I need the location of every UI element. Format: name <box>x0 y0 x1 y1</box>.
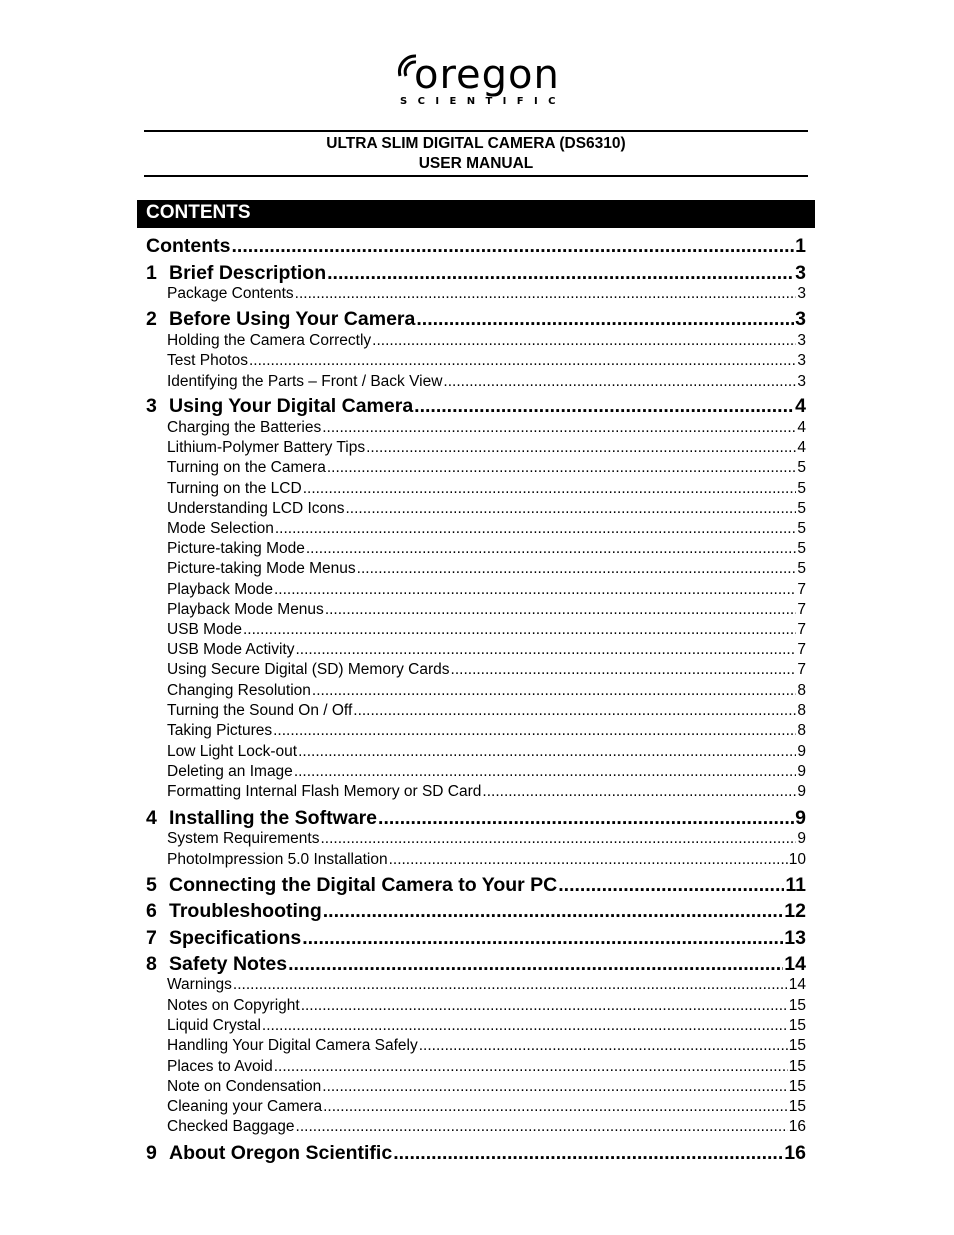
toc-page-number: 13 <box>784 927 806 949</box>
toc-entry-label <box>146 1140 392 1166</box>
toc-page-number: 7 <box>797 601 806 618</box>
toc-page-number: 8 <box>797 702 806 719</box>
toc-entry-label <box>167 850 388 870</box>
toc-chapter-entry[interactable] <box>146 260 806 286</box>
dot-leader <box>357 559 797 579</box>
toc-label-text: Lithium-Polymer Battery Tips <box>167 439 366 456</box>
toc-page-number: 5 <box>797 459 806 476</box>
toc-entry-label <box>146 925 301 951</box>
toc-section-entry[interactable] <box>167 660 806 680</box>
dot-leader <box>327 458 797 478</box>
dot-leader <box>274 580 796 600</box>
toc-label-text: Test Photos <box>167 352 248 369</box>
toc-entry-label <box>146 260 326 286</box>
toc-entry-label <box>167 762 293 782</box>
toc-page-number: 14 <box>784 953 806 975</box>
toc-label-text: Formatting Internal Flash Memory or SD Card <box>167 783 482 800</box>
toc-entry-label <box>167 331 371 351</box>
toc-entry-label <box>167 701 352 721</box>
toc-page-number: 10 <box>788 851 806 868</box>
toc-label-text: Understanding LCD Icons <box>167 500 345 517</box>
toc-entry-label <box>167 782 481 802</box>
dot-leader <box>249 351 796 371</box>
toc-entry-label <box>167 1077 321 1097</box>
toc-entry-label <box>167 1057 273 1077</box>
toc-entry-label <box>146 951 287 977</box>
toc-section-entry[interactable] <box>167 559 806 579</box>
dot-leader <box>275 519 797 539</box>
toc-label-text: Brief Description <box>169 262 327 284</box>
dot-leader <box>288 951 783 977</box>
toc-entry-label <box>167 829 319 849</box>
toc-section-entry[interactable] <box>167 996 806 1016</box>
dot-leader <box>327 260 794 286</box>
toc-entry-label <box>167 660 450 680</box>
toc-section-entry[interactable] <box>167 681 806 701</box>
toc-entry-label <box>167 600 324 620</box>
dot-leader <box>306 539 797 559</box>
toc-chapter-number: 1 <box>146 262 157 284</box>
toc-section-entry[interactable] <box>167 701 806 721</box>
dot-leader <box>393 1140 783 1166</box>
toc-entry-label <box>167 284 294 304</box>
toc-label-text: System Requirements <box>167 830 320 847</box>
toc-section-entry[interactable] <box>167 850 806 870</box>
toc-page-number: 8 <box>797 682 806 699</box>
toc-entry-label <box>167 721 272 741</box>
toc-section-entry[interactable] <box>167 479 806 499</box>
toc-label-text: Before Using Your Camera <box>169 308 416 330</box>
toc-chapter-entry[interactable] <box>146 951 806 977</box>
toc-label-text: Handling Your Digital Camera Safely <box>167 1037 418 1054</box>
toc-section-entry[interactable] <box>167 1016 806 1036</box>
toc-label-text: Playback Mode Menus <box>167 601 324 618</box>
toc-page-number: 8 <box>797 722 806 739</box>
toc-page-number: 5 <box>797 560 806 577</box>
toc-page-number: 3 <box>795 262 806 284</box>
toc-entry-label <box>146 306 415 332</box>
toc-section-entry[interactable] <box>167 458 806 478</box>
dot-leader <box>312 681 796 701</box>
toc-entry-label <box>167 1016 261 1036</box>
toc-chapter-entry[interactable] <box>146 306 806 332</box>
toc-label-text: Places to Avoid <box>167 1058 273 1075</box>
dot-leader <box>322 418 796 438</box>
dot-leader <box>296 1117 788 1137</box>
toc-entry-label <box>167 620 242 640</box>
dot-leader <box>232 233 795 259</box>
toc-label-text: Safety Notes <box>169 953 288 975</box>
dot-leader <box>274 1057 788 1077</box>
toc-section-entry[interactable] <box>167 580 806 600</box>
toc-entry-label <box>167 996 300 1016</box>
toc-entry-label <box>167 438 365 458</box>
toc-page-number: 14 <box>788 976 806 993</box>
toc-label-text: About Oregon Scientific <box>169 1142 393 1164</box>
toc-section-entry[interactable] <box>167 284 806 304</box>
toc-label-text: Specifications <box>169 927 302 949</box>
toc-page-number: 4 <box>795 395 806 417</box>
toc-page-number: 15 <box>788 1078 806 1095</box>
toc-label-text: Playback Mode <box>167 581 273 598</box>
toc-chapter-number: 8 <box>146 953 157 975</box>
dot-leader <box>301 996 788 1016</box>
dot-leader <box>303 479 797 499</box>
toc-entry-label <box>146 898 322 924</box>
dot-leader <box>243 620 796 640</box>
toc-label-text: Changing Resolution <box>167 682 311 699</box>
toc-chapter-entry[interactable] <box>146 1140 806 1166</box>
toc-section-entry[interactable] <box>167 600 806 620</box>
toc-page-number: 9 <box>795 807 806 829</box>
dot-leader <box>262 1016 788 1036</box>
dot-leader <box>294 762 797 782</box>
dot-leader <box>378 805 794 831</box>
toc-page-number: 5 <box>797 520 806 537</box>
toc-page-number: 7 <box>797 581 806 598</box>
dot-leader <box>295 284 797 304</box>
toc-section-entry[interactable] <box>167 1117 806 1137</box>
toc-page-number: 5 <box>797 500 806 517</box>
toc-entry-label <box>167 681 311 701</box>
toc-section-entry[interactable] <box>167 499 806 519</box>
toc-section-entry[interactable] <box>167 1097 806 1117</box>
toc-label-text: Checked Baggage <box>167 1118 295 1135</box>
dot-leader <box>323 1097 788 1117</box>
toc-chapter-number: 6 <box>146 900 157 922</box>
toc-page-number: 3 <box>797 332 806 349</box>
toc-section-entry[interactable] <box>167 372 806 392</box>
document-subtitle: USER MANUAL <box>418 155 534 172</box>
dot-leader <box>443 372 796 392</box>
toc-label-text: Turning on the LCD <box>167 480 302 497</box>
toc-entry-label <box>167 499 345 519</box>
toc-page-number: 3 <box>797 352 806 369</box>
dot-leader <box>451 660 797 680</box>
toc-entry-label <box>167 351 248 371</box>
toc-section-entry[interactable] <box>167 721 806 741</box>
toc-section-entry[interactable] <box>167 782 806 802</box>
toc-page-number: 15 <box>788 1017 806 1034</box>
dot-leader <box>366 438 796 458</box>
toc-entry-label <box>146 805 377 831</box>
toc-section-entry[interactable] <box>167 640 806 660</box>
dot-leader <box>482 782 796 802</box>
toc-page-number: 9 <box>797 763 806 780</box>
toc-chapter-number: 3 <box>146 395 157 417</box>
toc-label-text: Turning on the Camera <box>167 459 326 476</box>
dot-leader <box>322 1077 787 1097</box>
toc-entry-label <box>167 519 274 539</box>
toc-label-text: Liquid Crystal <box>167 1017 261 1034</box>
toc-section-entry[interactable] <box>167 418 806 438</box>
toc-entry-label <box>167 479 302 499</box>
toc-section-entry[interactable] <box>167 1057 806 1077</box>
dot-leader <box>233 975 788 995</box>
toc-chapter-entry[interactable] <box>146 872 806 898</box>
toc-page-number: 9 <box>797 830 806 847</box>
toc-label-text: Connecting the Digital Camera to Your PC <box>169 874 558 896</box>
toc-label-text: Charging the Batteries <box>167 419 322 436</box>
toc-section-entry[interactable] <box>167 742 806 762</box>
toc-label-text: Taking Pictures <box>167 722 273 739</box>
dot-leader <box>302 925 783 951</box>
toc-chapter-number: 2 <box>146 308 157 330</box>
toc-label-text: USB Mode Activity <box>167 641 295 658</box>
toc-page-number: 16 <box>788 1118 806 1135</box>
toc-entry-label <box>167 1097 322 1117</box>
toc-label-text: Contents <box>146 235 231 257</box>
toc-entry-label <box>167 742 297 762</box>
toc-label-text: Holding the Camera Correctly <box>167 332 372 349</box>
toc-entry-label <box>167 458 326 478</box>
toc-page-number: 5 <box>797 540 806 557</box>
toc-page-number: 9 <box>797 743 806 760</box>
toc-page-number: 4 <box>797 439 806 456</box>
toc-label-text: Using Secure Digital (SD) Memory Cards <box>167 661 450 678</box>
toc-label-text: Turning the Sound On / Off <box>167 702 353 719</box>
dot-leader <box>372 331 796 351</box>
toc-label-text: Picture-taking Mode <box>167 540 305 557</box>
toc-section-entry[interactable] <box>167 539 806 559</box>
dot-leader <box>346 499 797 519</box>
dot-leader <box>389 850 788 870</box>
toc-chapter-entry[interactable] <box>146 898 806 924</box>
toc-page-number: 15 <box>788 997 806 1014</box>
toc-page-number: 11 <box>785 874 806 896</box>
toc-chapter-entry[interactable] <box>146 393 806 419</box>
dot-leader <box>323 898 784 924</box>
dot-leader <box>353 701 796 721</box>
toc-chapter-entry[interactable] <box>146 925 806 951</box>
toc-page-number: 3 <box>795 308 806 330</box>
toc-page-number: 12 <box>784 900 806 922</box>
toc-page-number: 15 <box>788 1037 806 1054</box>
toc-page-number: 9 <box>797 783 806 800</box>
toc-page-number: 7 <box>797 661 806 678</box>
toc-entry-label <box>167 418 321 438</box>
toc-label-text: Package Contents <box>167 285 294 302</box>
toc-section-entry[interactable] <box>167 519 806 539</box>
contents-header: CONTENTS <box>146 202 251 223</box>
toc-entry-label <box>167 1117 295 1137</box>
toc-entry-label <box>146 233 231 259</box>
toc-section-entry[interactable] <box>167 620 806 640</box>
dot-leader <box>298 742 796 762</box>
toc-label-text: Picture-taking Mode Menus <box>167 560 356 577</box>
toc-section-entry[interactable] <box>167 975 806 995</box>
logo-wordmark: oregon <box>414 52 560 98</box>
toc-label-text: Identifying the Parts – Front / Back View <box>167 373 443 390</box>
toc-label-text: Notes on Copyright <box>167 997 300 1014</box>
document-title: ULTRA SLIM DIGITAL CAMERA (DS6310) <box>326 135 626 152</box>
toc-page-number: 7 <box>797 641 806 658</box>
toc-label-text: Troubleshooting <box>169 900 322 922</box>
toc-chapter-entry[interactable] <box>146 805 806 831</box>
dot-leader <box>558 872 784 898</box>
toc-chapter-number: 7 <box>146 927 157 949</box>
toc-chapter-number: 4 <box>146 807 157 829</box>
toc-page-number: 1 <box>795 235 806 257</box>
toc-page-number: 5 <box>797 480 806 497</box>
dot-leader <box>320 829 796 849</box>
toc-page-number: 15 <box>788 1058 806 1075</box>
toc-label-text: Installing the Software <box>169 807 378 829</box>
toc-chapter-number: 5 <box>146 874 157 896</box>
toc-page-number: 3 <box>797 373 806 390</box>
toc-chapter-number: 9 <box>146 1142 157 1164</box>
toc-chapter-entry[interactable] <box>146 233 806 259</box>
toc-section-entry[interactable] <box>167 331 806 351</box>
toc-page-number: 15 <box>788 1098 806 1115</box>
toc-label-text: Using Your Digital Camera <box>169 395 414 417</box>
dot-leader <box>325 600 797 620</box>
toc-section-entry[interactable] <box>167 829 806 849</box>
toc-page-number: 16 <box>784 1142 806 1164</box>
toc-entry-label <box>167 580 273 600</box>
logo-subtitle: SCIENTIFIC <box>400 96 566 107</box>
toc-label-text: Note on Condensation <box>167 1078 322 1095</box>
toc-page-number: 3 <box>797 285 806 302</box>
toc-entry-label <box>146 393 413 419</box>
toc-entry-label <box>146 872 557 898</box>
toc-entry-label <box>167 640 295 660</box>
toc-entry-label <box>167 559 356 579</box>
toc-label-text: Cleaning your Camera <box>167 1098 323 1115</box>
toc-label-text: Mode Selection <box>167 520 274 537</box>
toc-label-text: USB Mode <box>167 621 242 638</box>
dot-leader <box>273 721 796 741</box>
dot-leader <box>416 306 794 332</box>
toc-page-number: 7 <box>797 621 806 638</box>
dot-leader <box>296 640 797 660</box>
toc-section-entry[interactable] <box>167 1036 806 1056</box>
toc-label-text: Warnings <box>167 976 232 993</box>
toc-label-text: PhotoImpression 5.0 Installation <box>167 851 388 868</box>
toc-label-text: Low Light Lock-out <box>167 743 298 760</box>
toc-entry-label <box>167 372 442 392</box>
toc-label-text: Deleting an Image <box>167 763 293 780</box>
toc-section-entry[interactable] <box>167 351 806 371</box>
toc-section-entry[interactable] <box>167 1077 806 1097</box>
dot-leader <box>414 393 794 419</box>
dot-leader <box>419 1036 788 1056</box>
toc-entry-label <box>167 539 305 559</box>
toc-page-number: 4 <box>797 419 806 436</box>
toc-entry-label <box>167 1036 418 1056</box>
toc-section-entry[interactable] <box>167 438 806 458</box>
toc-entry-label <box>167 975 232 995</box>
toc-section-entry[interactable] <box>167 762 806 782</box>
